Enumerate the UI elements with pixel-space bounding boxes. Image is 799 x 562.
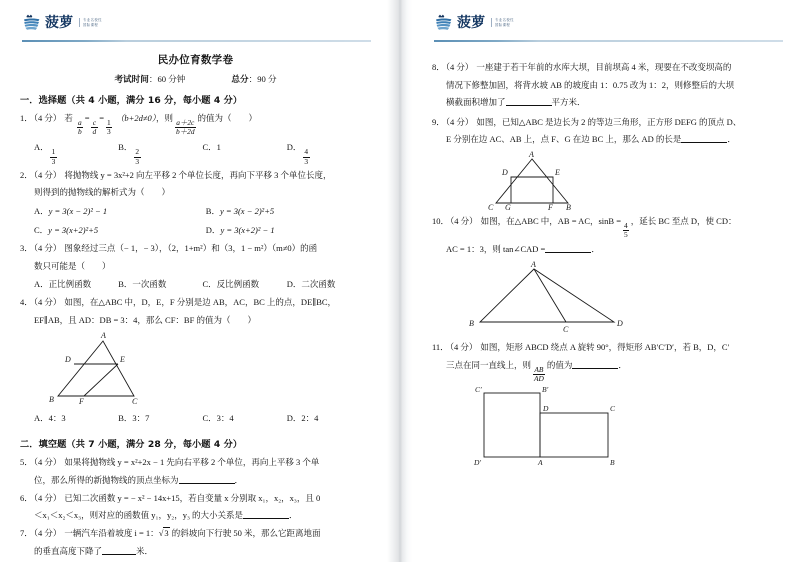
option-1-c[interactable]: C．1: [202, 142, 221, 153]
option-1-b[interactable]: B． $\frac{2}{3}$: [118, 142, 140, 166]
svg-text:E: E: [120, 355, 125, 365]
fraction-four-fifths: $\frac{4}{5}$: [624, 220, 628, 240]
question-1-condition: （b+2d≠0）: [115, 113, 157, 123]
question-9-line1: 如图，已知△ABC 是边长为 2 的等边三角形，正方形 DEFG 的顶点 D、: [476, 116, 742, 127]
brand-tagline-line1: 专业名校性: [83, 17, 102, 22]
svg-text:F: F: [548, 203, 553, 213]
question-3-number: 3．: [20, 243, 33, 254]
question-2-points: （4 分）: [33, 169, 62, 180]
svg-text:D: D: [617, 319, 623, 329]
svg-text:F: F: [79, 397, 84, 407]
option-4-d[interactable]: D．2：4: [286, 413, 319, 424]
option-3-a[interactable]: A．正比例函数: [34, 279, 92, 290]
question-7-number: 7．: [20, 527, 33, 538]
page-left: [0, 0, 387, 562]
question-3-line2: 数只可能是（ ）: [34, 260, 111, 271]
question-6-number: 6．: [20, 492, 33, 503]
option-1-d[interactable]: D． $\frac{4}{3}$: [286, 142, 309, 166]
question-2-line1: 将抛物线 y = 3x²+2 向左平移 2 个单位长度，再向下平移 3 个单位长度，: [64, 169, 332, 180]
question-1-lead: 若: [64, 113, 73, 123]
svg-text:A: A: [529, 150, 534, 160]
question-4-options: [34, 410, 371, 427]
question-10: [432, 214, 783, 239]
page-right-body: [412, 44, 799, 468]
question-2-options-row1: [34, 203, 371, 220]
option-2-a[interactable]: A．y = 3(x − 2)² − 1: [34, 206, 108, 217]
page-title: 民办位育数学卷: [157, 54, 234, 66]
option-2-b[interactable]: B．y = 3(x − 2)²+5: [205, 206, 275, 217]
question-11-line1: 如图，矩形 ABCD 绕点 A 旋转 90°，得矩形 AB′C′D′，若 B，D，C′: [480, 342, 730, 353]
question-9: [432, 115, 783, 130]
question-1-number: 1．: [20, 113, 33, 123]
svg-text:C: C: [610, 404, 616, 414]
option-4-c[interactable]: C．3：4: [202, 413, 234, 424]
option-2-d[interactable]: D．y = 3(x+2)² − 1: [205, 225, 275, 236]
fraction-a-over-b: $\frac{a}{b}$: [78, 117, 82, 137]
question-10-points: （4 分）: [450, 216, 478, 227]
question-3-line1: 图象经过三点（− 1，− 3），（2，1+m²）和（3，1 − m²）（m≠0）的函: [64, 243, 318, 254]
question-7-line1c: 的斜坡向下行驶 50 米，那么它距离地面: [171, 527, 321, 538]
option-3-c[interactable]: C．反比例函数: [202, 279, 260, 290]
svg-text:D: D: [502, 168, 508, 178]
svg-text:D: D: [543, 404, 549, 414]
question-11-points: （4 分）: [449, 342, 478, 353]
question-5-line2: 位，那么所得的新抛物线的顶点坐标为 ．: [34, 475, 244, 486]
question-11-figure: [432, 386, 783, 468]
svg-text:G: G: [505, 203, 511, 213]
question-7-line1a: 一辆汽车沿着坡度 i = 1：: [64, 527, 159, 538]
exam-duration: 考试时间：60 分钟: [114, 74, 186, 85]
question-11-number: 11．: [432, 342, 449, 353]
question-4-line1: 如图，在△ABC 中，D，E，F 分别是边 AB，AC，BC 上的点，DE∥BC，: [64, 297, 337, 308]
question-6-line1: 已知二次函数 y = − x² − 14x+15，若自变量 x 分别取 x₁，x₂，x₃，且 0: [64, 492, 321, 503]
fraction-c-over-d: $\frac{c}{d}$: [92, 117, 97, 137]
svg-text:B: B: [610, 458, 615, 468]
brand-name: 菠萝: [457, 14, 485, 31]
question-10-figure: [432, 260, 783, 338]
question-1-tail: 的值为（ ）: [197, 113, 258, 123]
question-4-points: （4 分）: [33, 297, 62, 308]
sqrt-three: √3: [158, 527, 169, 538]
page-gutter: [387, 0, 412, 562]
question-8: [432, 60, 783, 75]
svg-text:B: B: [49, 395, 54, 405]
question-1: 1．（4 分） 若 $\frac{a}{b}$ = $\frac{c}{d}$ = $\frac{1}{3}$ （b+2d≠0），则 $\frac{a+2c}{b+2d}$ 的值为（ ）: [20, 113, 258, 137]
question-9-points: （4 分）: [445, 116, 474, 127]
question-4-figure: [20, 330, 371, 408]
brand-tagline: [491, 18, 514, 28]
question-10-line1b: ，延长 BC 至点 D，使 CD：: [630, 216, 737, 227]
question-1-options: [34, 139, 371, 165]
svg-text:C: C: [132, 397, 138, 407]
svg-text:B: B: [566, 203, 571, 213]
svg-text:A: A: [538, 458, 543, 468]
question-3: [20, 241, 371, 256]
brand-name: 菠萝: [45, 14, 73, 31]
question-3-options: [34, 276, 371, 293]
question-4-number: 4．: [20, 297, 33, 308]
question-5-points: （4 分）: [33, 457, 62, 468]
question-9-line2: E 分别在边 AC、AB 上，点 F、G 在边 BC 上，那么 AD 的长是 ．: [446, 134, 736, 145]
question-2-line2: 则得到的抛物线的解析式为（ ）: [34, 187, 171, 198]
question-6-line2: ＜x₁＜x₂＜x₃，则对应的函数值 y₁，y₂，y₃ 的大小关系是 ．: [34, 510, 298, 521]
letterhead-left: [0, 0, 387, 44]
svg-text:C′: C′: [475, 386, 482, 395]
question-6: [20, 491, 371, 506]
option-4-a[interactable]: A．4：3: [34, 413, 66, 424]
question-5-answer-blank[interactable]: [179, 483, 235, 484]
question-8-line1: 一座建于若干年前的水库大坝，目前坝高 4 米，现要在不改变坝高的: [476, 62, 732, 72]
svg-text:B: B: [469, 319, 474, 329]
fraction-ab-over-ad: $\frac{AB}{AD}$: [534, 364, 544, 383]
section-heading-fill: 二．填空题（共 7 小题，满分 28 分，每小题 4 分）: [20, 439, 243, 451]
letterhead-rule: [434, 40, 783, 42]
question-10-number: 10．: [432, 216, 450, 227]
svg-text:A: A: [101, 331, 106, 341]
question-8-points: （4 分）: [445, 62, 474, 72]
page-right: [412, 0, 799, 562]
svg-text:C: C: [563, 325, 569, 335]
crown-shield-logo-icon: [22, 13, 41, 32]
fraction-a2c-over-b2d: $\frac{a+2c}{b+2d}$: [176, 117, 195, 137]
question-8-line3: 横截面积增加了 平方米．: [446, 97, 586, 108]
brand-tagline: [79, 18, 102, 28]
question-9-answer-blank[interactable]: [681, 142, 727, 143]
svg-text:E: E: [555, 168, 560, 178]
question-4: [20, 295, 371, 310]
question-1-points: （4 分）: [33, 113, 62, 123]
question-3-points: （4 分）: [33, 243, 62, 254]
question-7-answer-blank[interactable]: [102, 554, 136, 555]
question-7: [20, 526, 371, 541]
question-2-options-row2: [34, 222, 371, 239]
letterhead-rule: [22, 40, 371, 42]
question-5: [20, 455, 371, 470]
question-8-number: 8．: [432, 62, 445, 72]
question-11-line2: 三点在同一直线上，则 $\frac{AB}{AD}$ 的值为 ．: [446, 359, 627, 383]
option-1-a[interactable]: A． $\frac{1}{3}$: [34, 142, 56, 166]
question-5-line1: 如果将抛物线 y = x²+2x − 1 先向右平移 2 个单位，再向上平移 3 个单: [64, 457, 320, 468]
question-11-answer-blank[interactable]: [572, 368, 618, 369]
option-3-b[interactable]: B．一次函数: [118, 279, 167, 290]
svg-text:B′: B′: [542, 386, 549, 395]
question-10-line1a: 如图，在△ABC 中，AB = AC，sinB =: [480, 216, 621, 227]
question-4-line2: EF∥AB，且 AD：DB = 3：4，那么 CF：BF 的值为（ ）: [34, 314, 256, 325]
question-8-answer-blank[interactable]: [506, 105, 552, 106]
question-6-answer-blank[interactable]: [243, 518, 289, 519]
option-4-b[interactable]: B．3：7: [118, 413, 150, 424]
brand-tagline-line2: 国际课程: [83, 23, 99, 27]
exam-meta: [20, 73, 371, 85]
question-11: [432, 340, 783, 355]
option-2-c[interactable]: C．y = 3(x+2)²+5: [34, 225, 99, 236]
option-3-d[interactable]: D．二次函数: [286, 279, 336, 290]
question-2: [20, 168, 371, 183]
section-heading-choice: 一．选择题（共 4 小题，满分 16 分，每小题 4 分）: [20, 95, 243, 106]
question-10-answer-blank[interactable]: [545, 252, 591, 253]
question-8-line2: 情况下修整加固，将背水坡 AB 的坡度由 1：0.75 改为 1：2，则修整后的大坝: [446, 79, 735, 90]
question-1-mid: ，则: [156, 113, 174, 123]
svg-text:C: C: [488, 203, 494, 213]
svg-text:D: D: [65, 355, 71, 365]
question-7-points: （4 分）: [33, 527, 62, 538]
question-9-figure: [432, 150, 783, 212]
svg-text:D′: D′: [474, 458, 482, 468]
brand-logo-right: [434, 13, 799, 32]
question-5-number: 5．: [20, 457, 33, 468]
letterhead-right: [412, 0, 799, 44]
brand-tagline-line1: 专业名校性: [495, 17, 514, 22]
fraction-one-third: $\frac{1}{3}$: [107, 117, 111, 137]
question-2-number: 2．: [20, 169, 33, 180]
question-10-line2: AC = 1：3，则 tan∠CAD = ．: [446, 244, 600, 255]
question-7-line2: 的垂直高度下降了 米．: [34, 545, 154, 556]
crown-shield-logo-icon: [434, 13, 453, 32]
svg-text:A: A: [531, 260, 536, 270]
exam-total-score: 总分：90 分: [231, 74, 277, 85]
page-left-body: [0, 44, 387, 558]
question-6-points: （4 分）: [33, 492, 62, 503]
brand-logo: [22, 13, 387, 32]
question-9-number: 9．: [432, 116, 445, 127]
brand-tagline-line2: 国际课程: [495, 23, 511, 27]
